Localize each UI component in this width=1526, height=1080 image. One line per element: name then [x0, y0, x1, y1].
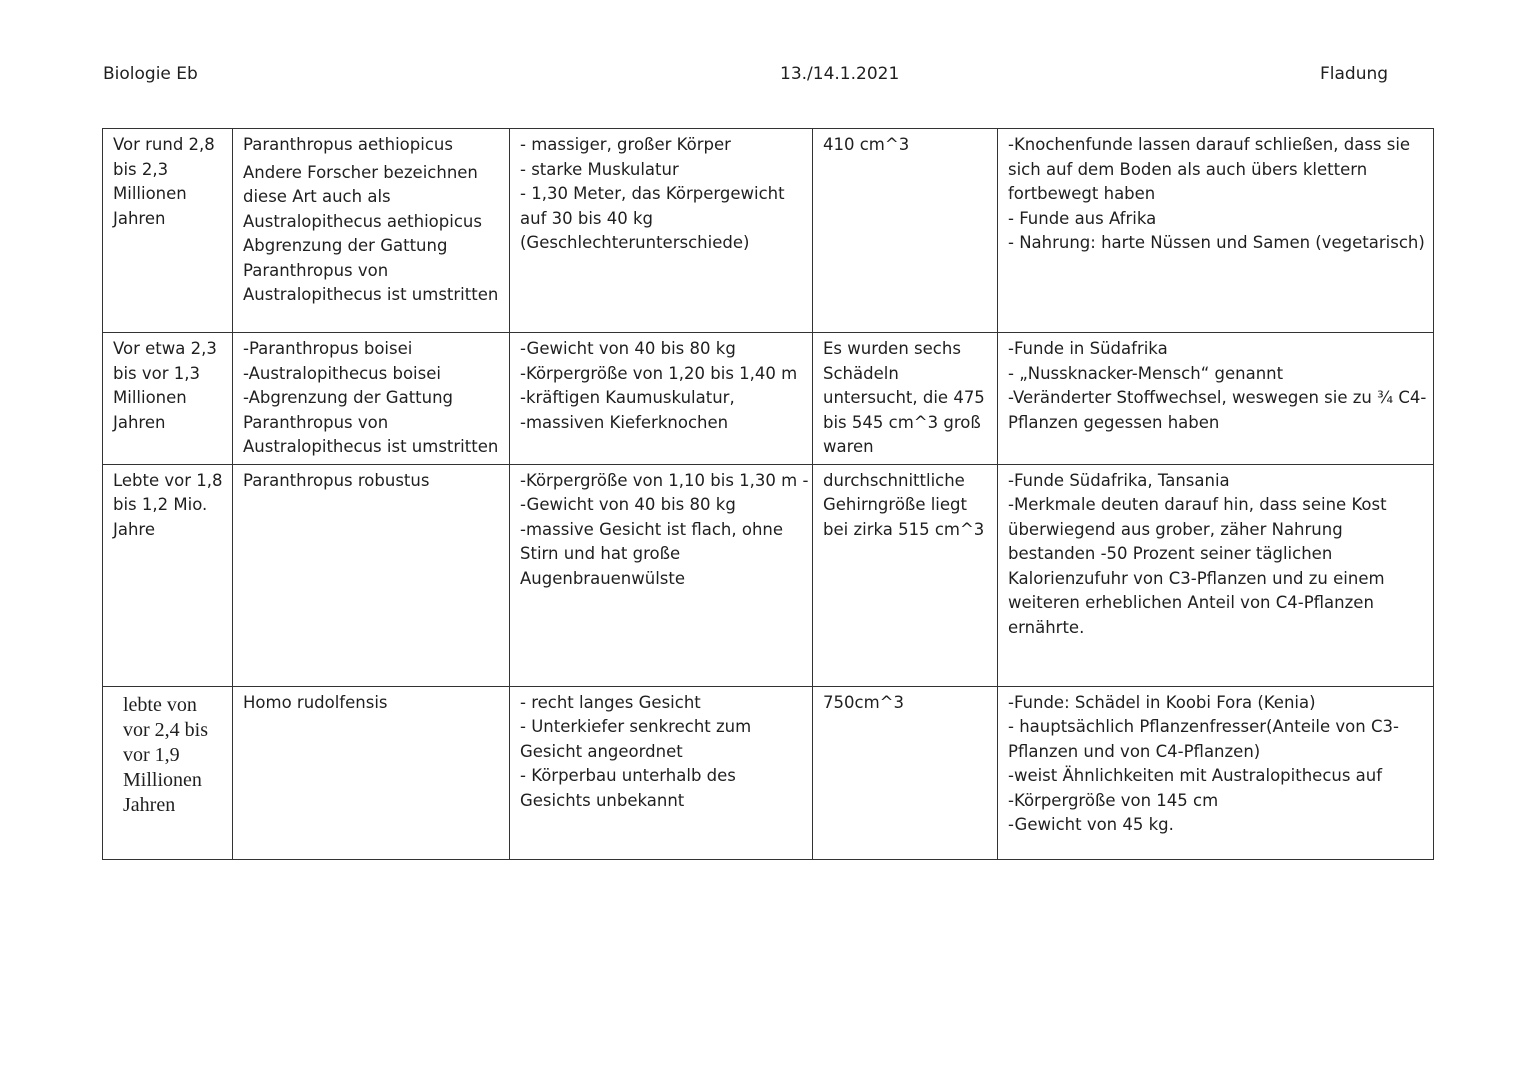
page-header	[0, 64, 1526, 90]
subject-label: Biologie Eb	[103, 64, 198, 84]
period-cell: Vor rund 2,8 bis 2,3 Millionen Jahren	[103, 129, 233, 333]
table-row	[103, 129, 1434, 333]
table-row	[103, 686, 1434, 859]
period-cell: Vor etwa 2,3 bis vor 1,3 Millionen Jahren	[103, 333, 233, 465]
period-cell: Lebte vor 1,8 bis 1,2 Mio. Jahre	[103, 464, 233, 686]
date-label: 13./14.1.2021	[780, 64, 900, 84]
body-cell: -Körpergröße von 1,10 bis 1,30 m - -Gewicht von 40 bis 80 kg -massive Gesicht ist flach, ohne Stirn und hat große Augenbrauenwülste	[510, 464, 813, 686]
notes-cell: -Funde: Schädel in Koobi Fora (Kenia) - hauptsächlich Pflanzenfresser(Anteile von C3- Pflanzen und von C4-Pflanzen) -weist Ähnlichkeiten mit Australopithecus auf -Körpergröße von 145 cm -Gewicht von 45 kg.	[998, 686, 1434, 859]
table-row	[103, 333, 1434, 465]
notes-cell: -Knochenfunde lassen darauf schließen, dass sie sich auf dem Boden als auch übers klettern fortbewegt haben - Funde aus Afrika - Nahrung: harte Nüssen und Samen (vegetarisch)	[998, 129, 1434, 333]
brain-cell: durchschnittliche Gehirngröße liegt bei zirka 515 cm^3	[813, 464, 998, 686]
notes-cell: -Funde in Südafrika - „Nussknacker-Mensch“ genannt -Veränderter Stoffwechsel, weswegen sie zu ¾ C4- Pflanzen gegessen haben	[998, 333, 1434, 465]
hominin-table	[102, 128, 1434, 860]
period-cell: lebte von vor 2,4 bis vor 1,9 Millionen Jahren	[103, 686, 233, 859]
species-cell: -Paranthropus boisei -Australopithecus boisei -Abgrenzung der Gattung Paranthropus von Australopithecus ist umstritten	[233, 333, 510, 465]
body-cell: - recht langes Gesicht - Unterkiefer senkrecht zum Gesicht angeordnet - Körperbau unterhalb des Gesichts unbekannt	[510, 686, 813, 859]
table-row	[103, 464, 1434, 686]
species-cell: Homo rudolfensis	[233, 686, 510, 859]
body-cell: -Gewicht von 40 bis 80 kg -Körpergröße von 1,20 bis 1,40 m -kräftigen Kaumuskulatur, -massiven Kieferknochen	[510, 333, 813, 465]
notes-cell: -Funde Südafrika, Tansania -Merkmale deuten darauf hin, dass seine Kost überwiegend aus grober, zäher Nahrung bestanden -50 Prozent seiner täglichen Kalorienzufuhr von C3-Pflanzen und zu einem weiteren erheblichen Anteil von C4-Pflanzen ernährte.	[998, 464, 1434, 686]
species-cell: Paranthropus aethiopicus Andere Forscher bezeichnen diese Art auch als Australopithecus aethiopicus Abgrenzung der Gattung Paranthropus von Australopithecus ist umstritten	[233, 129, 510, 333]
author-label: Fladung	[1320, 64, 1389, 84]
brain-cell: 750cm^3	[813, 686, 998, 859]
body-cell: - massiger, großer Körper - starke Muskulatur - 1,30 Meter, das Körpergewicht auf 30 bis 40 kg (Geschlechterunterschiede)	[510, 129, 813, 333]
brain-cell: 410 cm^3	[813, 129, 998, 333]
species-cell: Paranthropus robustus	[233, 464, 510, 686]
brain-cell: Es wurden sechs Schädeln untersucht, die 475 bis 545 cm^3 groß waren	[813, 333, 998, 465]
